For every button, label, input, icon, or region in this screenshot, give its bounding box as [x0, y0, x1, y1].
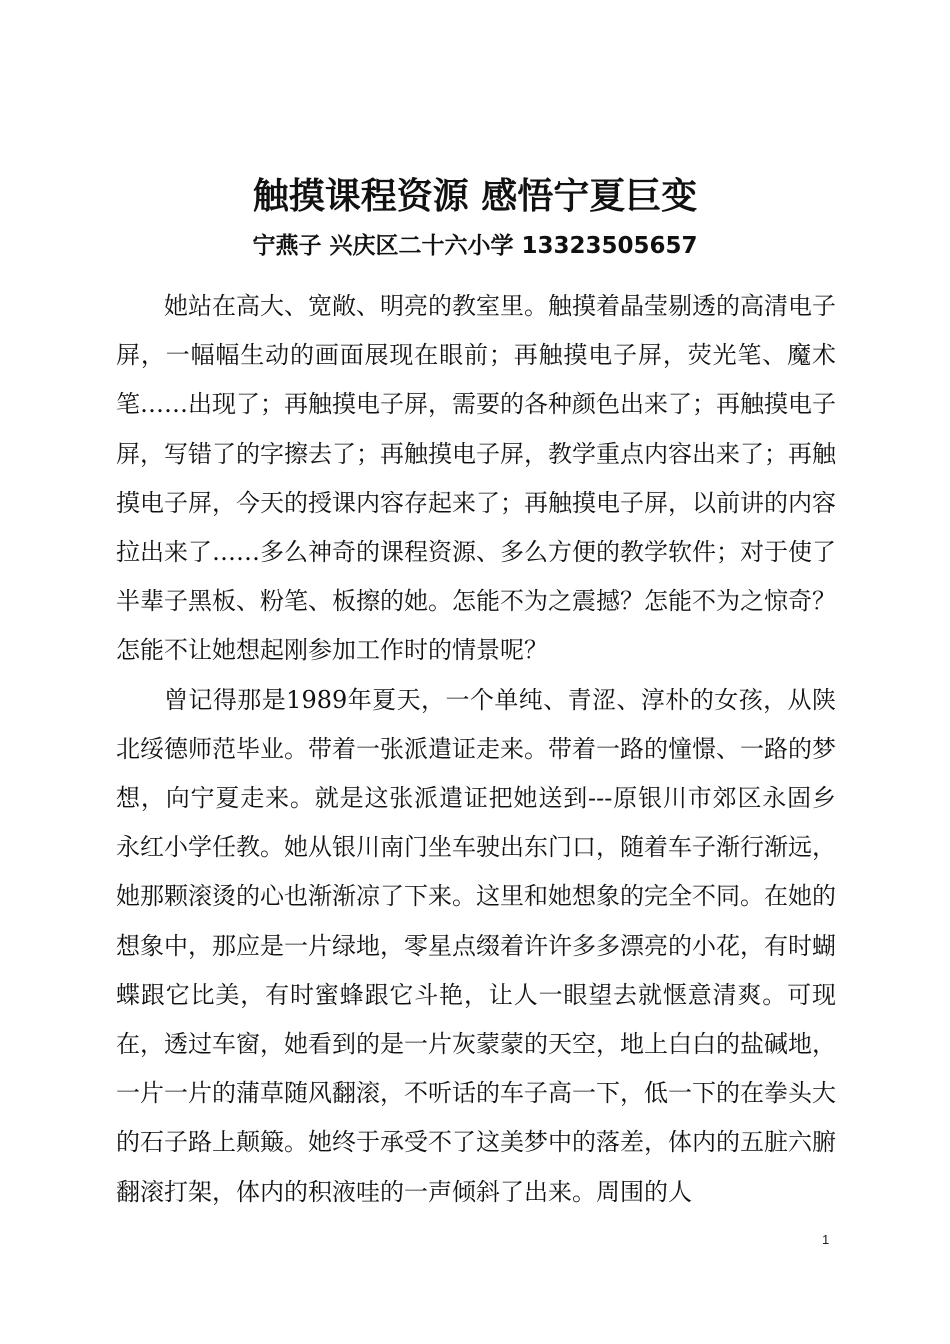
author-byline: 宁燕子 兴庆区二十六小学 13323505657 — [252, 233, 698, 259]
document-title: 触摸课程资源 感悟宁夏巨变 — [252, 175, 698, 217]
paragraph: 曾记得那是1989年夏天，一个单纯、青涩、淳朴的女孩，从陕北绥德师范毕业。带着一张派遣证走来。带着一路的憧憬、一路的梦想，向宁夏走来。就是这张派遣证把她送到---原银川市郊区永固乡永红小学任教。她从银川南门坐车驶出东门口，随着车子渐行渐远，她那颗滚烫的心也渐渐凉了下来。这里和她想象的完全不同。在她的想象中，那应是一片绿地，零星点缀着许许多多漂亮的小花，有时蝴蝶跟它比美，有时蜜蜂跟它斗艳，让人一眼望去就惬意清爽。可现在，透过车窗，她看到的是一片灰蒙蒙的天空，地上白白的盐碱地，一片一片的蒲草随风翻滚，不听话的车子高一下，低一下的在拳头大的石子路上颠簸。她终于承受不了这美梦中的落差，体内的五脏六腑翻滚打架，体内的积液哇的一声倾斜了出来。周围的人 — [116, 685, 836, 1206]
paragraph: 她站在高大、宽敞、明亮的教室里。触摸着晶莹剔透的高清电子屏，一幅幅生动的画面展现在眼前；再触摸电子屏，荧光笔、魔术笔……出现了；再触摸电子屏，需要的各种颜色出来了；再触摸电子屏，写错了的字擦去了；再触摸电子屏，教学重点内容出来了；再触摸电子屏，今天的授课内容存起来了；再触摸电子屏，以前讲的内容拉出来了……多么神奇的课程资源、多么方便的教学软件；对于使了半辈子黑板、粉笔、板擦的她。怎能不为之震撼？怎能不为之惊奇？怎能不让她想起刚参加工作时的情景呢？ — [116, 292, 836, 665]
page-number: 1 — [822, 1232, 830, 1247]
document-body — [116, 282, 836, 1217]
